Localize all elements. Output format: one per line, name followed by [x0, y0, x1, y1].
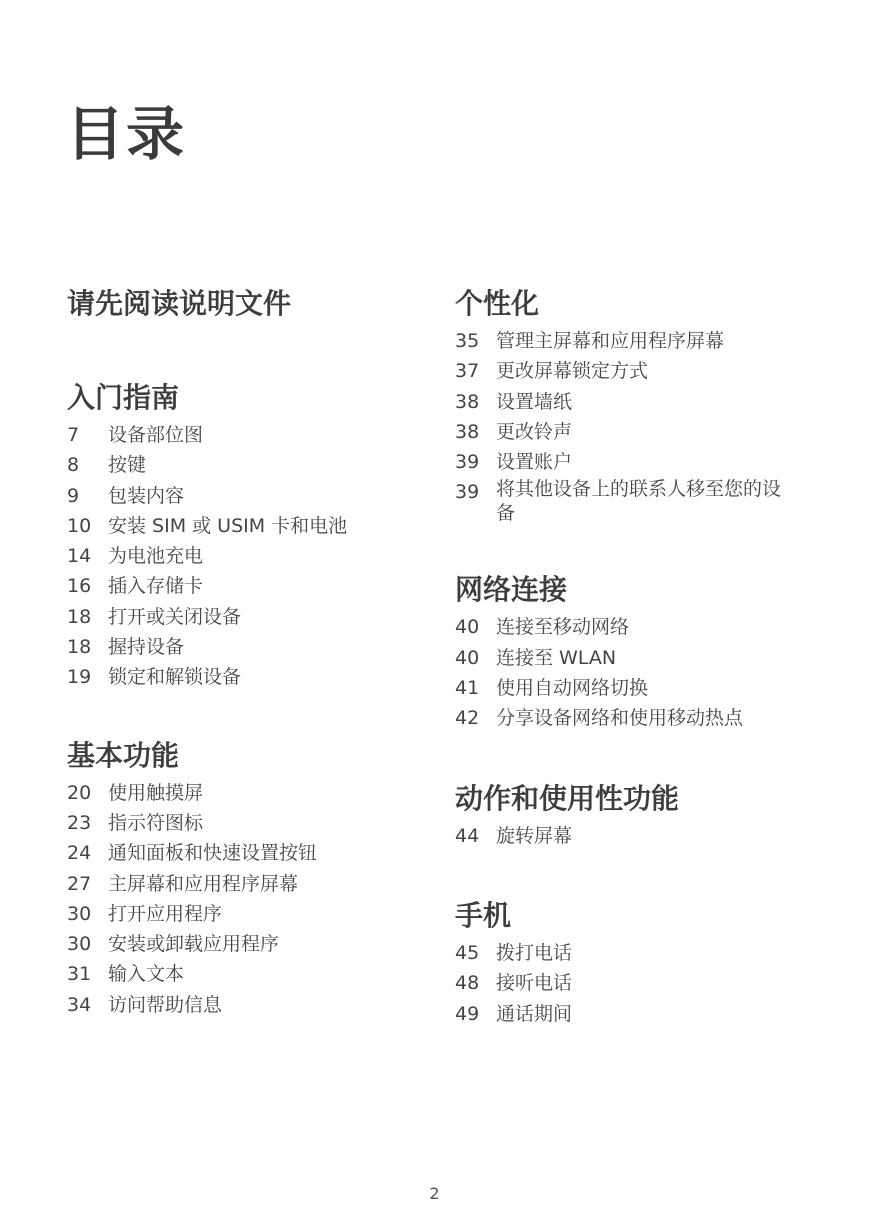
entry-page-number: 27: [67, 872, 92, 895]
section-title: 手机: [455, 898, 512, 932]
entry-title: 安装或卸载应用程序: [108, 933, 280, 956]
toc-entry-list: [67, 420, 447, 693]
toc-entry[interactable]: [67, 929, 447, 959]
toc-entry[interactable]: [67, 778, 447, 808]
entry-title: 输入文本: [108, 963, 185, 986]
entry-title: 设置墙纸: [496, 390, 573, 413]
entry-title: 更改屏幕锁定方式: [496, 360, 649, 383]
entry-title: 管理主屏幕和应用程序屏幕: [496, 330, 725, 352]
toc-entry-list: [455, 612, 835, 733]
page-title: 目录: [66, 100, 187, 168]
section-title: 入门指南: [67, 381, 180, 414]
entry-title: 连接至 WLAN: [496, 646, 617, 669]
entry-title: 设备部位图: [108, 424, 204, 446]
toc-section: [67, 282, 447, 326]
section-title: 动作和使用性功能: [455, 781, 680, 815]
toc-entry[interactable]: [67, 541, 447, 571]
entry-page-number: 34: [67, 993, 92, 1016]
toc-entry[interactable]: [67, 838, 447, 868]
entry-page-number: 10: [67, 514, 92, 537]
toc-entry[interactable]: [455, 703, 835, 733]
entry-page-number: 42: [455, 707, 480, 730]
entry-title: 打开或关闭设备: [108, 605, 242, 628]
toc-entry-list: [455, 821, 835, 851]
entry-title: 指示符图标: [108, 811, 204, 834]
toc-section: [455, 894, 835, 1029]
section-title: 请先阅读说明文件: [67, 287, 292, 320]
entry-title: 使用触摸屏: [108, 781, 204, 804]
entry-page-number: 7: [67, 424, 80, 446]
toc-entry[interactable]: [455, 477, 835, 525]
toc-entry[interactable]: [455, 673, 835, 703]
toc-entry[interactable]: [455, 968, 835, 998]
entry-page-number: 8: [67, 454, 80, 477]
entry-page-number: 31: [67, 963, 92, 986]
section-title: 基本功能: [67, 738, 180, 772]
toc-entry[interactable]: [67, 450, 447, 480]
toc-entry-list: [455, 326, 835, 525]
toc-entry[interactable]: [455, 999, 835, 1029]
entry-title: 设置账户: [496, 451, 573, 474]
toc-section: [67, 734, 447, 1020]
toc-entry[interactable]: [67, 632, 447, 662]
toc-section: [455, 568, 835, 733]
toc-entry-list: [455, 938, 835, 1029]
entry-page-number: 40: [455, 616, 480, 639]
toc-entry[interactable]: [67, 808, 447, 838]
entry-title: 访问帮助信息: [108, 993, 223, 1016]
toc-entry[interactable]: [67, 420, 447, 450]
toc-entry[interactable]: [455, 938, 835, 968]
toc-section: [67, 376, 447, 693]
toc-section: [455, 282, 835, 525]
entry-page-number: 19: [67, 666, 92, 689]
entry-page-number: 35: [455, 330, 480, 352]
entry-page-number: 18: [67, 636, 92, 659]
toc-entry[interactable]: [67, 571, 447, 601]
entry-title: 按键: [108, 454, 147, 477]
toc-entry[interactable]: [455, 356, 835, 386]
toc-entry[interactable]: [67, 869, 447, 899]
entry-title: 接听电话: [496, 972, 573, 995]
entry-title: 更改铃声: [496, 420, 573, 443]
entry-page-number: 20: [67, 781, 92, 804]
entry-page-number: 49: [455, 1002, 480, 1025]
toc-entry[interactable]: [455, 326, 835, 356]
entry-title: 拨打电话: [496, 941, 573, 964]
entry-page-number: 39: [455, 451, 480, 474]
entry-page-number: 14: [67, 545, 92, 568]
entry-page-number: 37: [455, 360, 480, 383]
entry-page-number: 30: [67, 933, 92, 956]
toc-entry[interactable]: [67, 990, 447, 1020]
entry-title: 通知面板和快速设置按钮: [108, 842, 318, 865]
section-title: 个性化: [455, 287, 540, 320]
entry-title: 连接至移动网络: [496, 616, 630, 639]
entry-page-number: 38: [455, 390, 480, 413]
entry-title: 锁定和解锁设备: [108, 666, 242, 689]
entry-title: 使用自动网络切换: [496, 677, 649, 700]
toc-entry[interactable]: [67, 959, 447, 989]
entry-title: 旋转屏幕: [496, 824, 573, 847]
entry-page-number: 45: [455, 941, 480, 964]
toc-entry[interactable]: [67, 602, 447, 632]
toc-entry[interactable]: [455, 387, 835, 417]
toc-entry[interactable]: [67, 481, 447, 511]
section-title: 网络连接: [455, 573, 568, 607]
toc-entry[interactable]: [455, 417, 835, 447]
entry-page-number: 23: [67, 811, 92, 834]
toc-entry[interactable]: [455, 447, 835, 477]
toc-right-column: [455, 282, 835, 1029]
toc-entry[interactable]: [455, 612, 835, 642]
entry-page-number: 38: [455, 420, 480, 443]
entry-page-number: 30: [67, 902, 92, 925]
toc-entry[interactable]: [67, 899, 447, 929]
toc-entry[interactable]: [455, 821, 835, 851]
entry-title: 打开应用程序: [108, 902, 223, 925]
toc-entry[interactable]: [67, 511, 447, 541]
entry-page-number: 41: [455, 677, 480, 700]
entry-page-number: 44: [455, 824, 480, 847]
entry-title: 包装内容: [108, 484, 185, 507]
entry-page-number: 9: [67, 484, 80, 507]
toc-entry[interactable]: [455, 643, 835, 673]
entry-page-number: 39: [455, 481, 480, 504]
entry-page-number: 48: [455, 972, 480, 995]
entry-title: 将其他设备上的联系人移至您的设备: [496, 478, 782, 525]
entry-title: 安装 SIM 或 USIM 卡和电池: [108, 514, 348, 537]
entry-title: 插入存储卡: [108, 575, 204, 598]
entry-title: 握持设备: [108, 636, 185, 659]
entry-title: 通话期间: [496, 1002, 573, 1025]
toc-entry[interactable]: [67, 662, 447, 692]
entry-title: 为电池充电: [108, 545, 204, 568]
toc-entry-list: [67, 778, 447, 1020]
entry-title: 分享设备网络和使用移动热点: [496, 707, 744, 730]
entry-page-number: 24: [67, 842, 92, 865]
entry-title: 主屏幕和应用程序屏幕: [108, 872, 299, 895]
toc-left-column: [67, 282, 447, 1020]
page-number: 2: [429, 1184, 440, 1203]
entry-page-number: 16: [67, 575, 92, 598]
entry-page-number: 18: [67, 605, 92, 628]
entry-page-number: 40: [455, 646, 480, 669]
toc-section: [455, 777, 835, 851]
